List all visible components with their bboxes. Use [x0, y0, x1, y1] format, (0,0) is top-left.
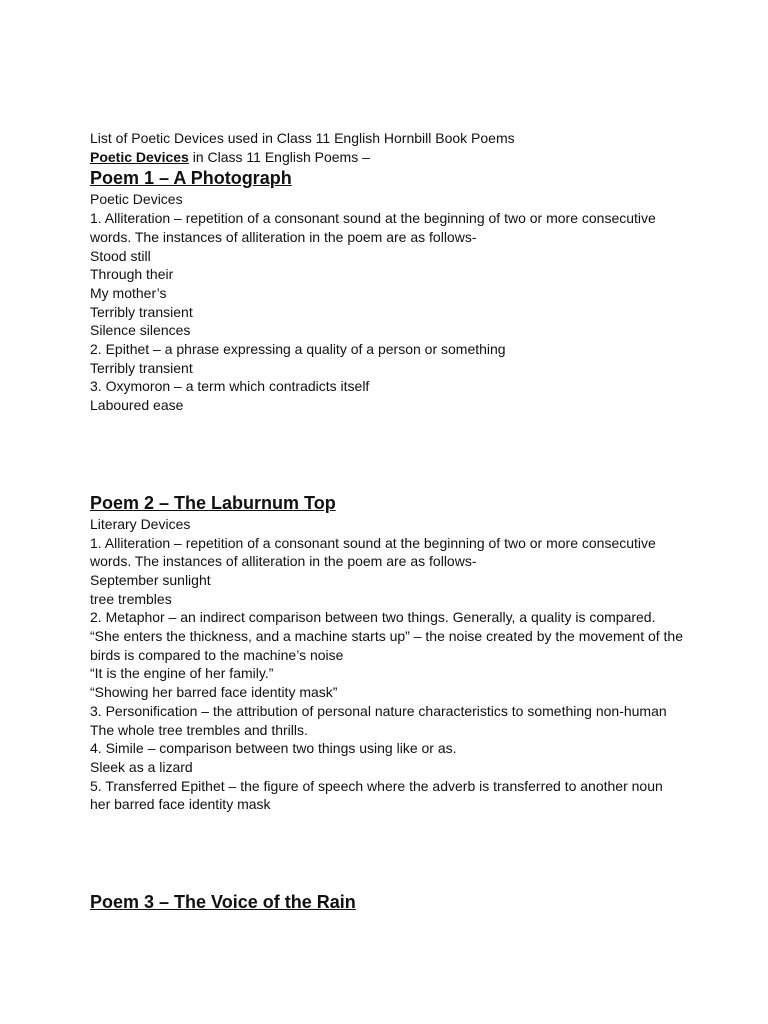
- poem-2-line: 3. Personification – the attribution of personal nature characteristics to something non-human: [90, 702, 667, 719]
- poem-2-line: 2. Metaphor – an indirect comparison between two things. Generally, a quality is compared.: [90, 609, 656, 626]
- poem-2-line: The whole tree trembles and thrills.: [90, 721, 308, 738]
- poem-2-line: 1. Alliteration – repetition of a consonant sound at the beginning of two or more consecutive words. The instances of alliteration in the poem are as follows-: [90, 534, 656, 570]
- poem-2-line: tree trembles: [90, 590, 172, 607]
- intro-subtitle-rest: in Class 11 English Poems –: [188, 148, 370, 165]
- document-page: [90, 129, 690, 914]
- poem-1-line: 2. Epithet – a phrase expressing a quality of a person or something: [90, 341, 506, 358]
- poem-1-line: 1. Alliteration – repetition of a consonant sound at the beginning of two or more consecutive words. The instances of alliteration in the poem are as follows-: [90, 210, 656, 245]
- poem-2-line: Literary Devices: [90, 515, 191, 532]
- poem-1-line: Through their: [90, 266, 174, 283]
- poem-2-line: September sunlight: [90, 571, 211, 588]
- poem-2-line: 5. Transferred Epithet – the figure of speech where the adverb is transferred to another noun: [90, 777, 663, 794]
- poem-2-line: “She enters the thickness, and a machine starts up” – the noise created by the movement of the birds is compared to the machine’s noise: [90, 628, 683, 663]
- poem-1-line: Poetic Devices: [90, 191, 183, 208]
- poem-2-line: Sleek as a lizard: [90, 758, 193, 775]
- poem-1-line: My mother’s: [90, 284, 167, 301]
- poem-2-heading: Poem 2 – The Laburnum Top: [90, 492, 336, 513]
- poem-1-heading: Poem 1 – A Photograph: [90, 168, 292, 189]
- section-spacer: [90, 814, 690, 890]
- poem-1-line: Stood still: [90, 247, 151, 264]
- poem-1-line: Silence silences: [90, 322, 191, 339]
- poem-2-line: her barred face identity mask: [90, 796, 271, 813]
- poem-1-line: Terribly transient: [90, 359, 193, 376]
- poem-1-line: 3. Oxymoron – a term which contradicts itself: [90, 378, 370, 395]
- poem-1-line: Laboured ease: [90, 397, 184, 414]
- section-spacer: [90, 415, 690, 491]
- poem-2-line: 4. Simile – comparison between two things using like or as.: [90, 740, 457, 757]
- poem-2-line: “Showing her barred face identity mask”: [90, 684, 338, 701]
- poetic-devices-link-text: Poetic Devices: [90, 148, 189, 165]
- poem-3-heading: Poem 3 – The Voice of the Rain: [90, 892, 356, 913]
- intro-title: List of Poetic Devices used in Class 11 English Hornbill Book Poems: [90, 130, 515, 146]
- intro-subtitle: [90, 148, 690, 167]
- poem-1-line: Terribly transient: [90, 303, 193, 320]
- poem-2-line: “It is the engine of her family.”: [90, 665, 274, 682]
